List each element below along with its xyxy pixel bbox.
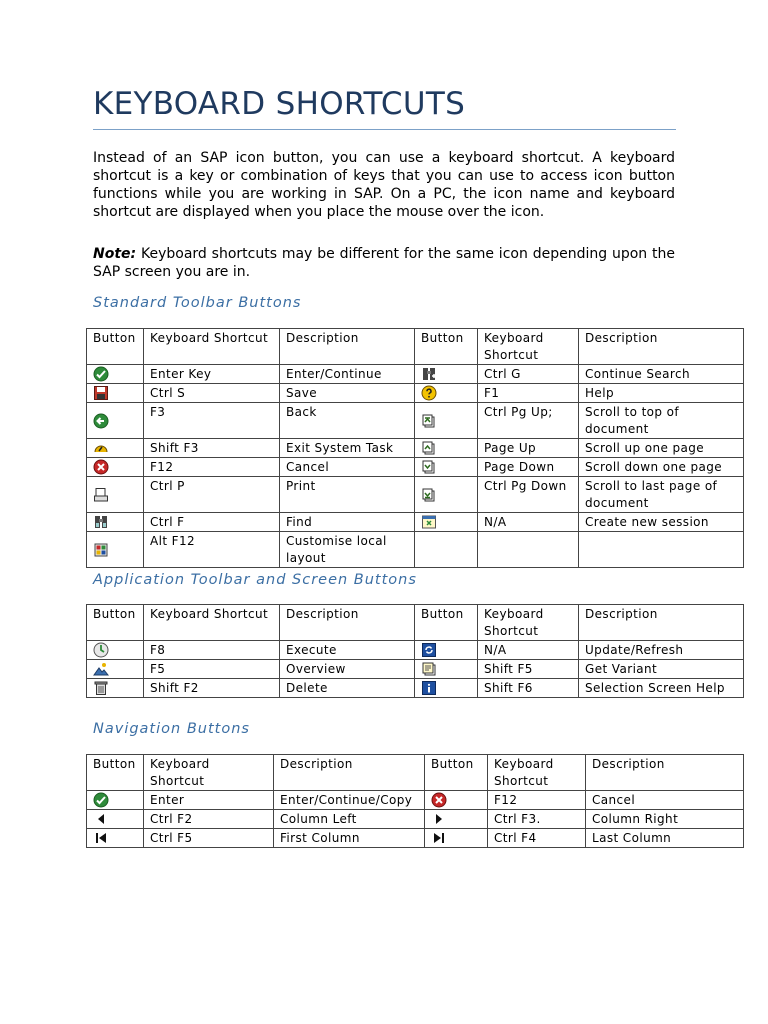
keyboard-shortcut-cell: Alt F12 <box>144 532 280 568</box>
description-cell: Scroll up one page <box>579 439 744 458</box>
button-icon-cell <box>415 384 478 403</box>
page-up-icon[interactable] <box>421 440 437 456</box>
keyboard-shortcut-cell: F12 <box>144 458 280 477</box>
description-cell: Back <box>280 403 415 439</box>
column-header: Keyboard Shortcut <box>144 329 280 365</box>
new-session-icon[interactable] <box>421 514 437 530</box>
keyboard-shortcut-cell: Shift F2 <box>144 679 280 698</box>
overview-mountain-icon[interactable] <box>93 661 109 677</box>
description-cell: Help <box>579 384 744 403</box>
keyboard-shortcut-cell: Ctrl Pg Down <box>478 477 579 513</box>
keyboard-shortcut-cell: Shift F5 <box>478 660 579 679</box>
button-icon-cell <box>87 641 144 660</box>
button-icon-cell <box>87 513 144 532</box>
keyboard-shortcut-cell <box>478 532 579 568</box>
keyboard-shortcut-cell: F3 <box>144 403 280 439</box>
table-row <box>87 791 744 810</box>
keyboard-shortcut-cell: F5 <box>144 660 280 679</box>
description-cell: Scroll to last page of document <box>579 477 744 513</box>
button-icon-cell <box>87 458 144 477</box>
table-row <box>87 679 744 698</box>
back-arrow-icon[interactable] <box>93 413 109 429</box>
last-page-icon[interactable] <box>421 487 437 503</box>
table-row <box>87 660 744 679</box>
description-cell: Delete <box>280 679 415 698</box>
button-icon-cell <box>415 660 478 679</box>
description-cell: Cancel <box>586 791 744 810</box>
keyboard-shortcut-cell: F1 <box>478 384 579 403</box>
page-title: KEYBOARD SHORTCUTS <box>93 86 466 122</box>
description-cell: Exit System Task <box>280 439 415 458</box>
button-icon-cell <box>415 641 478 660</box>
keyboard-shortcut-cell: F12 <box>488 791 586 810</box>
description-cell: Execute <box>280 641 415 660</box>
button-icon-cell <box>415 365 478 384</box>
print-icon[interactable] <box>93 487 109 503</box>
keyboard-shortcut-cell: Ctrl F2 <box>144 810 274 829</box>
column-header: Description <box>280 329 415 365</box>
button-icon-cell <box>415 458 478 477</box>
button-icon-cell <box>425 791 488 810</box>
keyboard-shortcut-cell: Ctrl F3. <box>488 810 586 829</box>
button-icon-cell <box>87 810 144 829</box>
keyboard-shortcut-cell: Ctrl F5 <box>144 829 274 848</box>
table-row <box>87 384 744 403</box>
navigation-buttons-table <box>86 754 744 848</box>
keyboard-shortcut-cell: Ctrl F4 <box>488 829 586 848</box>
keyboard-shortcut-cell: Enter Key <box>144 365 280 384</box>
delete-trash-icon[interactable] <box>93 680 109 696</box>
description-cell: Selection Screen Help <box>579 679 744 698</box>
description-cell: Enter/Continue/Copy <box>274 791 425 810</box>
exit-system-task-icon[interactable] <box>93 440 109 456</box>
keyboard-shortcut-cell: Ctrl F <box>144 513 280 532</box>
column-header: Description <box>579 329 744 365</box>
column-header: Description <box>274 755 425 791</box>
button-icon-cell <box>415 477 478 513</box>
column-header: Description <box>280 605 415 641</box>
column-header: Description <box>586 755 744 791</box>
enter-check-icon[interactable] <box>93 792 109 808</box>
button-icon-cell <box>415 403 478 439</box>
description-cell: Scroll down one page <box>579 458 744 477</box>
button-icon-cell <box>87 791 144 810</box>
description-cell: Update/Refresh <box>579 641 744 660</box>
button-icon-cell <box>87 365 144 384</box>
column-header: Button <box>87 755 144 791</box>
keyboard-shortcut-cell: Shift F3 <box>144 439 280 458</box>
column-header: Button <box>425 755 488 791</box>
button-icon-cell <box>415 439 478 458</box>
table-row <box>87 641 744 660</box>
first-column-icon[interactable] <box>93 830 109 846</box>
execute-clock-icon[interactable] <box>93 642 109 658</box>
note-paragraph <box>93 245 675 281</box>
table-row <box>87 532 744 568</box>
column-header: Keyboard Shortcut <box>144 605 280 641</box>
refresh-icon[interactable] <box>421 642 437 658</box>
find-binoculars-icon[interactable] <box>93 514 109 530</box>
description-cell: Get Variant <box>579 660 744 679</box>
description-cell: Print <box>280 477 415 513</box>
table-row <box>87 810 744 829</box>
description-cell: Last Column <box>586 829 744 848</box>
table-row <box>87 439 744 458</box>
standard-toolbar-heading: Standard Toolbar Buttons <box>93 295 302 311</box>
last-column-icon[interactable] <box>431 830 447 846</box>
description-cell: Continue Search <box>579 365 744 384</box>
button-icon-cell <box>87 439 144 458</box>
description-cell: Create new session <box>579 513 744 532</box>
description-cell: Cancel <box>280 458 415 477</box>
button-icon-cell <box>87 829 144 848</box>
customise-layout-icon[interactable] <box>93 542 109 558</box>
description-cell: Column Right <box>586 810 744 829</box>
binoculars-plus-icon[interactable] <box>421 366 437 382</box>
help-question-icon[interactable] <box>421 385 437 401</box>
button-icon-cell <box>415 679 478 698</box>
table-header-row <box>87 329 744 365</box>
get-variant-icon[interactable] <box>421 661 437 677</box>
button-icon-cell <box>87 532 144 568</box>
table-row <box>87 403 744 439</box>
keyboard-shortcut-cell: Page Down <box>478 458 579 477</box>
column-header: Button <box>87 329 144 365</box>
cancel-x-icon[interactable] <box>431 792 447 808</box>
note-text: Keyboard shortcuts may be different for the same icon depending upon the SAP screen you are in. <box>93 246 675 280</box>
keyboard-shortcut-cell: N/A <box>478 513 579 532</box>
table-row <box>87 458 744 477</box>
standard-toolbar-table <box>86 328 744 568</box>
title-underline <box>93 129 676 130</box>
keyboard-shortcut-cell: N/A <box>478 641 579 660</box>
column-header: Button <box>87 605 144 641</box>
table-row <box>87 365 744 384</box>
table-row <box>87 477 744 513</box>
button-icon-cell <box>87 477 144 513</box>
column-header: Keyboard Shortcut <box>478 605 579 641</box>
keyboard-shortcut-cell: Ctrl P <box>144 477 280 513</box>
table-row <box>87 513 744 532</box>
button-icon-cell <box>87 384 144 403</box>
description-cell: Customise local layout <box>280 532 415 568</box>
column-header: Keyboard Shortcut <box>478 329 579 365</box>
table-row <box>87 829 744 848</box>
page-down-icon[interactable] <box>421 459 437 475</box>
keyboard-shortcut-cell: F8 <box>144 641 280 660</box>
column-header: Button <box>415 329 478 365</box>
keyboard-shortcut-cell: Ctrl Pg Up; <box>478 403 579 439</box>
button-icon-cell <box>87 403 144 439</box>
button-icon-cell <box>415 513 478 532</box>
note-label: Note: <box>93 246 137 262</box>
navigation-buttons-heading: Navigation Buttons <box>93 721 250 737</box>
intro-paragraph: Instead of an SAP icon button, you can use a keyboard shortcut. A keyboard shortcut is a key or combination of keys that you can use to access icon button functions while you are working in SAP. On a PC, the icon name and keyboard shortcut are displayed when you place the mouse over the icon. <box>93 150 675 220</box>
column-header: Button <box>415 605 478 641</box>
keyboard-shortcut-cell: Page Up <box>478 439 579 458</box>
description-cell: Overview <box>280 660 415 679</box>
column-left-icon[interactable] <box>93 811 109 827</box>
keyboard-shortcut-cell: Ctrl G <box>478 365 579 384</box>
description-cell: Find <box>280 513 415 532</box>
save-floppy-icon[interactable] <box>93 385 109 401</box>
application-toolbar-heading: Application Toolbar and Screen Buttons <box>93 572 417 588</box>
enter-check-icon[interactable] <box>93 366 109 382</box>
column-header: Keyboard Shortcut <box>488 755 586 791</box>
table-header-row <box>87 755 744 791</box>
column-header: Description <box>579 605 744 641</box>
first-page-icon[interactable] <box>421 413 437 429</box>
button-icon-cell <box>87 679 144 698</box>
button-icon-cell <box>425 829 488 848</box>
table-header-row <box>87 605 744 641</box>
description-cell: Save <box>280 384 415 403</box>
description-cell <box>579 532 744 568</box>
button-icon-cell <box>87 660 144 679</box>
keyboard-shortcut-cell: Enter <box>144 791 274 810</box>
cancel-x-icon[interactable] <box>93 459 109 475</box>
button-icon-cell <box>425 810 488 829</box>
column-header: Keyboard Shortcut <box>144 755 274 791</box>
application-toolbar-table <box>86 604 744 698</box>
description-cell: Enter/Continue <box>280 365 415 384</box>
description-cell: First Column <box>274 829 425 848</box>
button-icon-cell <box>415 532 478 568</box>
keyboard-shortcut-cell: Shift F6 <box>478 679 579 698</box>
column-right-icon[interactable] <box>431 811 447 827</box>
description-cell: Scroll to top of document <box>579 403 744 439</box>
description-cell: Column Left <box>274 810 425 829</box>
keyboard-shortcut-cell: Ctrl S <box>144 384 280 403</box>
info-icon[interactable] <box>421 680 437 696</box>
